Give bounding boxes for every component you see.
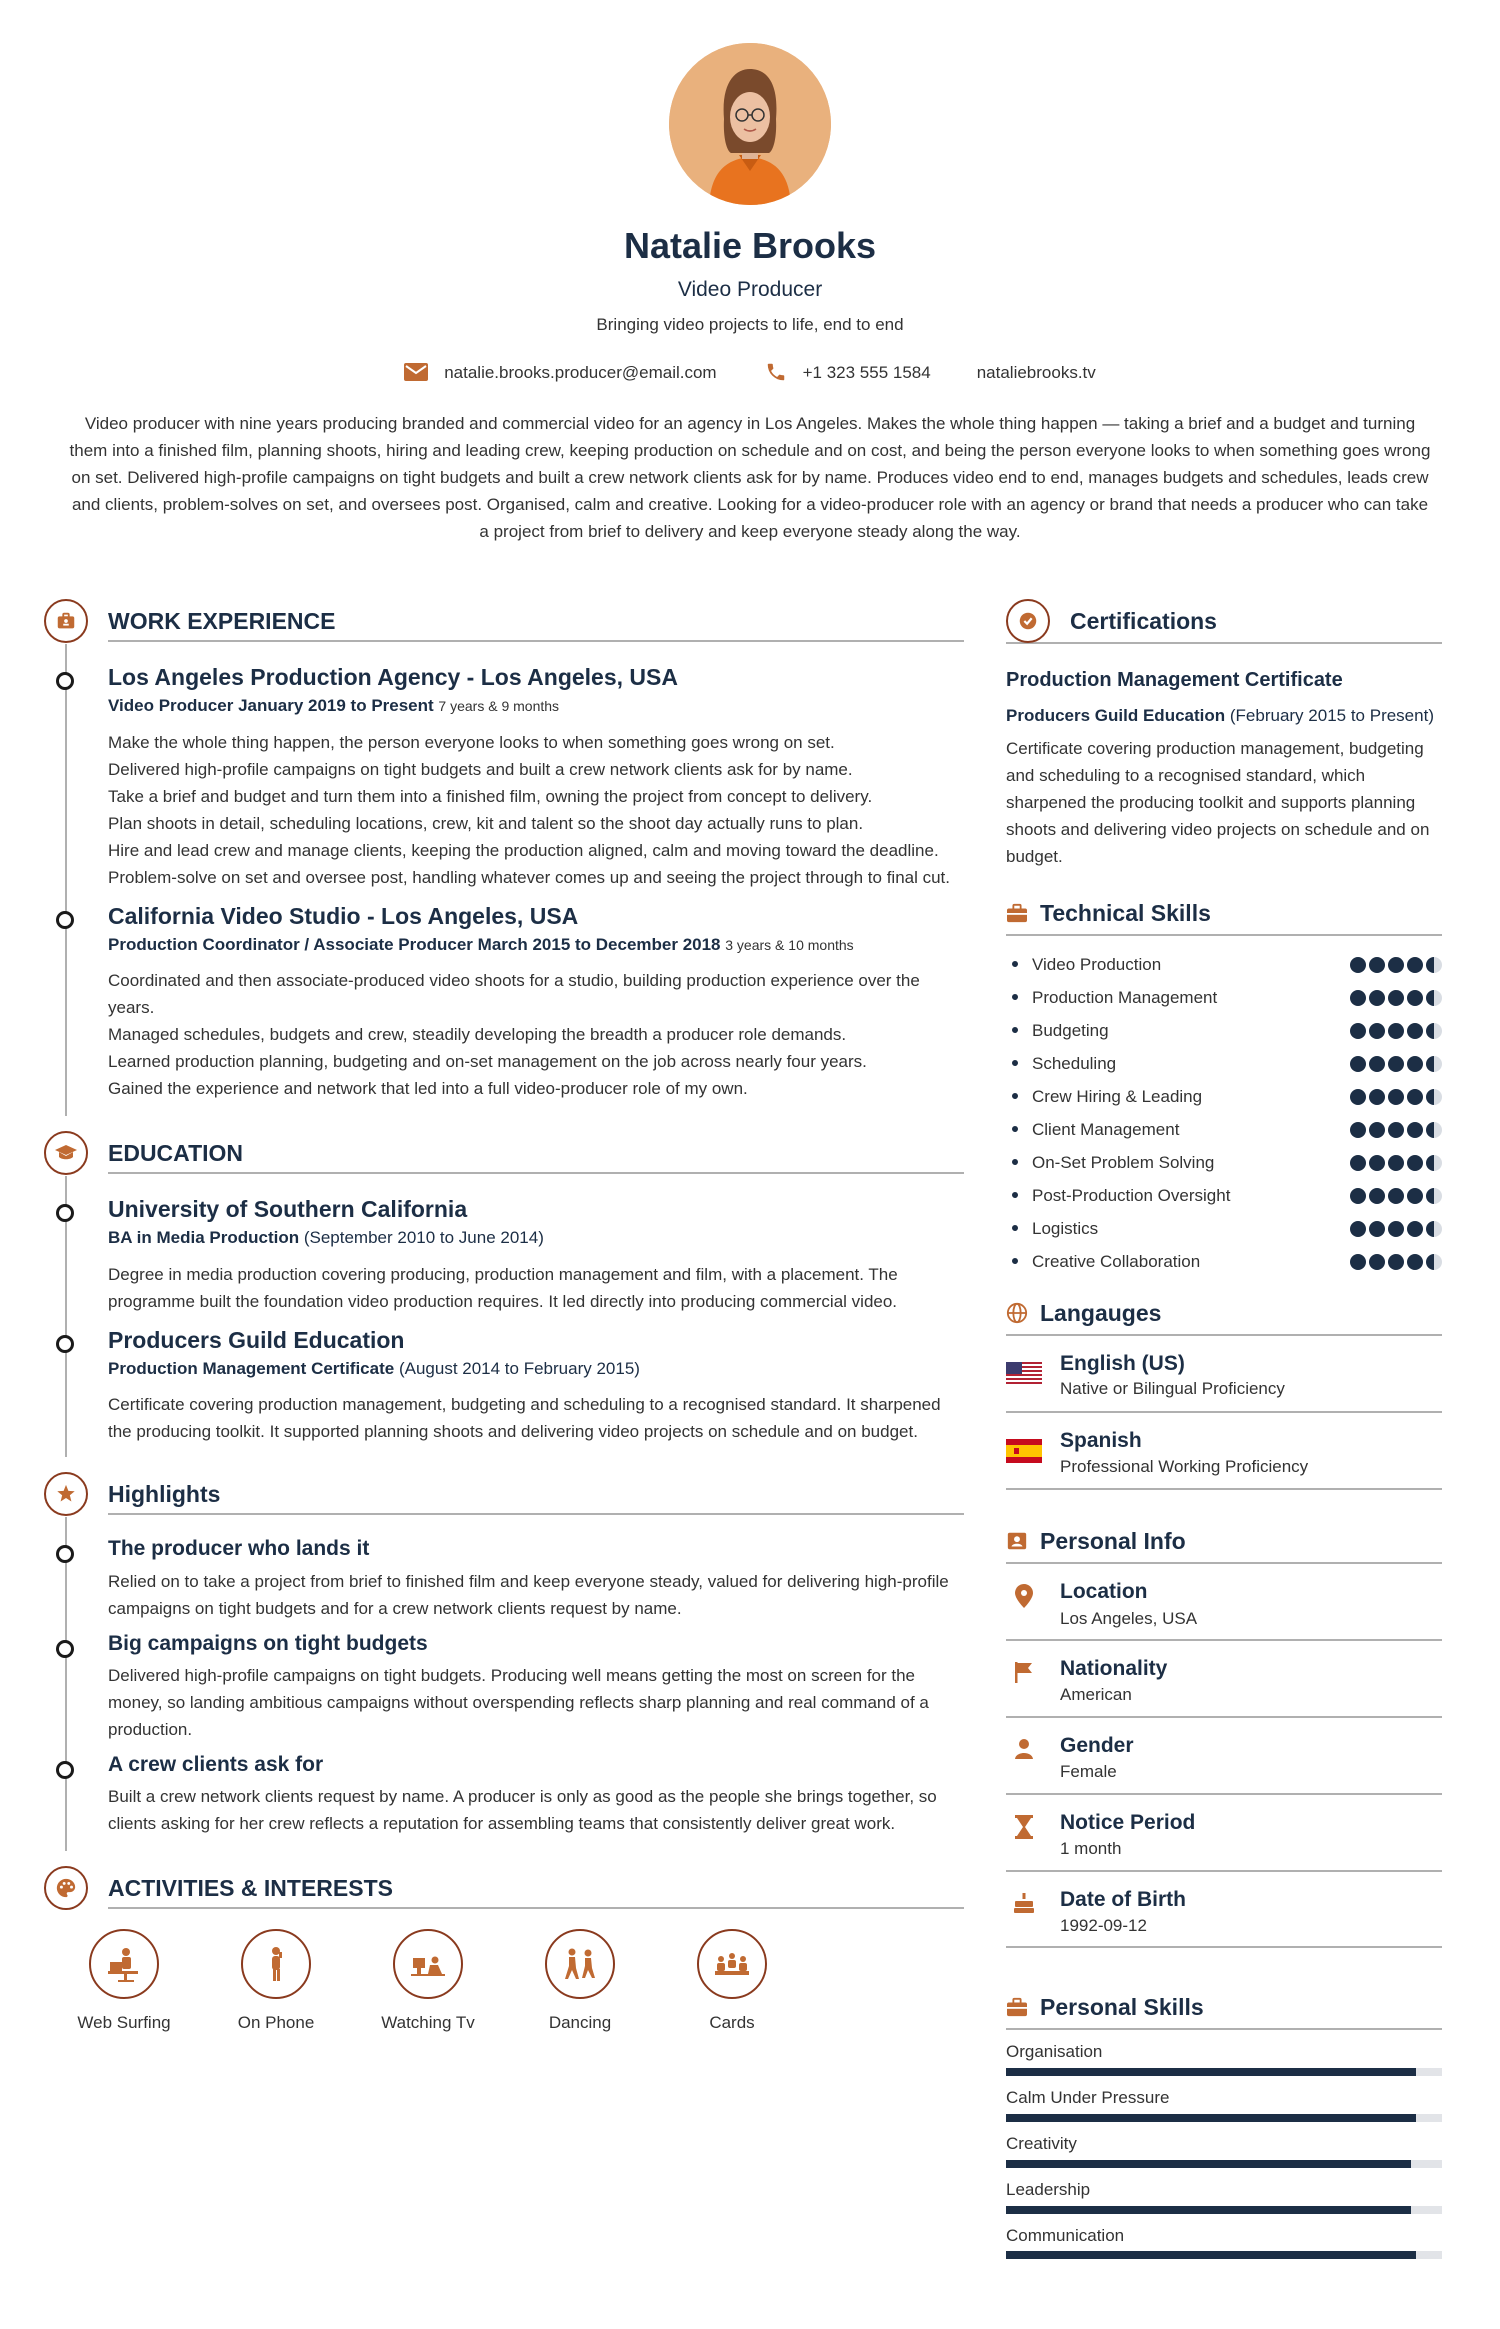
section-divider — [1006, 934, 1442, 936]
info-label: Date of Birth — [1060, 1887, 1186, 1911]
rating-dot — [1350, 990, 1366, 1006]
technical-skill-item — [1006, 1047, 1442, 1080]
rating-dot — [1388, 1056, 1404, 1072]
personal-info-item — [1006, 1718, 1442, 1795]
education-entry — [108, 1325, 964, 1446]
contact-website[interactable] — [977, 359, 1096, 386]
rating-dot — [1426, 1221, 1442, 1237]
rating-dot — [1407, 990, 1423, 1006]
skill-rating — [1350, 1023, 1442, 1039]
personal-skill-name: Organisation — [1006, 2042, 1103, 2062]
interest-item — [656, 1929, 808, 2036]
skill-level-bar — [1006, 2251, 1442, 2259]
toolbox-icon — [1006, 903, 1028, 923]
certifications-title: Certifications — [1070, 607, 1217, 634]
personal-skill-item — [1006, 2178, 1442, 2214]
cards-icon — [697, 1929, 767, 1999]
work-dates: March 2015 to December 2018 — [477, 934, 721, 954]
personal-info-item — [1006, 1564, 1442, 1641]
rating-dot — [1407, 1188, 1423, 1204]
skill-rating — [1350, 990, 1442, 1006]
rating-dot — [1407, 1122, 1423, 1138]
highlight-title: A crew clients ask for — [108, 1752, 324, 1776]
skill-level-fill — [1006, 2114, 1416, 2122]
sidebar-column — [1006, 598, 1442, 2259]
work-bullet: Delivered high-profile campaigns on tight budgets and built a crew network clients ask for by name. — [108, 759, 853, 779]
rating-dot — [1426, 1188, 1442, 1204]
rating-dot — [1426, 1056, 1442, 1072]
interest-item — [48, 1929, 200, 2036]
main-column — [44, 598, 964, 2036]
certificate-badge-icon — [1006, 599, 1050, 643]
education-meta — [108, 1356, 964, 1382]
work-duration: 3 years & 10 months — [725, 936, 854, 953]
rating-dot — [1369, 990, 1385, 1006]
section-divider — [108, 1513, 964, 1515]
language-name: English (US) — [1060, 1352, 1185, 1376]
skill-rating — [1350, 1254, 1442, 1270]
rating-dot — [1407, 1023, 1423, 1039]
timeline-dot — [56, 1335, 74, 1353]
rating-dot — [1388, 1188, 1404, 1204]
section-divider — [1006, 1562, 1442, 1564]
education-description: Certificate covering production management, budgeting and scheduling to a recognised standard. It sharpened the producing toolkit. It supported planning shoots and delivering video projects on schedule and on budget. — [108, 1395, 941, 1442]
web-surfing-icon — [89, 1929, 159, 1999]
work-duration: 7 years & 9 months — [438, 698, 560, 715]
section-divider — [108, 1172, 964, 1174]
section-divider — [1006, 2028, 1442, 2030]
rating-dot — [1369, 1089, 1385, 1105]
technical-skill-name: Video Production — [1012, 951, 1161, 978]
work-dates: January 2019 to Present — [238, 696, 434, 716]
work-role: Video Producer — [108, 696, 234, 716]
technical-skill-name: Production Management — [1012, 984, 1217, 1011]
highlights-section-header — [44, 1471, 964, 1517]
interest-item — [352, 1929, 504, 2036]
id-card-icon — [1006, 1530, 1028, 1552]
rating-dot — [1388, 1155, 1404, 1171]
work-meta — [108, 932, 964, 958]
education-dates: (September 2010 to June 2014) — [303, 1228, 544, 1248]
rating-dot — [1350, 1056, 1366, 1072]
cake-icon — [1013, 1892, 1035, 1914]
work-employer: California Video Studio - Los Angeles, USA — [108, 902, 579, 929]
website-text: nataliebrooks.tv — [976, 362, 1096, 382]
rating-dot — [1388, 990, 1404, 1006]
technical-skill-item — [1006, 1014, 1442, 1047]
rating-dot — [1388, 957, 1404, 973]
personal-skills-header — [1006, 1984, 1442, 2030]
tv-icon — [393, 1929, 463, 1999]
timeline-dot — [56, 911, 74, 929]
work-bullet: Problem-solve on set and oversee post, handling whatever comes up and seeing the project through to final cut. — [108, 867, 951, 887]
language-level: Professional Working Proficiency — [1060, 1456, 1309, 1476]
interest-label: Dancing — [548, 2013, 612, 2033]
toolbox-icon — [1006, 1997, 1028, 2017]
briefcase-badge-icon — [44, 599, 88, 643]
highlight-title: Big campaigns on tight budgets — [108, 1631, 428, 1655]
rating-dot — [1388, 1023, 1404, 1039]
technical-skills-header — [1006, 890, 1442, 936]
info-value: 1992-09-12 — [1060, 1915, 1147, 1935]
skill-level-fill — [1006, 2251, 1416, 2259]
technical-skill-name: On-Set Problem Solving — [1012, 1149, 1214, 1176]
interest-item — [504, 1929, 656, 2036]
work-bullet: Learned production planning, budgeting and on-set management on the job across nearly four years. — [108, 1052, 867, 1072]
skill-rating — [1350, 1056, 1442, 1072]
interest-label: Watching Tv — [381, 2013, 475, 2033]
rating-dot — [1350, 1089, 1366, 1105]
technical-skill-name: Logistics — [1012, 1215, 1098, 1242]
personal-skill-name: Creativity — [1006, 2133, 1077, 2153]
education-section-title: EDUCATION — [108, 1139, 244, 1166]
interests-section-header — [44, 1865, 964, 1911]
technical-skill-name: Creative Collaboration — [1012, 1248, 1200, 1275]
dancing-icon — [545, 1929, 615, 1999]
languages-header — [1006, 1290, 1442, 1336]
flag-icon — [1014, 1661, 1034, 1683]
email-icon — [404, 363, 428, 381]
technical-skills-list — [1006, 948, 1442, 1278]
personal-info-item — [1006, 1641, 1442, 1718]
education-degree: BA in Media Production — [108, 1228, 300, 1248]
personal-skills-title: Personal Skills — [1040, 1993, 1204, 2020]
info-value: Los Angeles, USA — [1060, 1608, 1198, 1628]
language-item — [1006, 1413, 1442, 1490]
rating-dot — [1369, 1056, 1385, 1072]
rating-dot — [1426, 1089, 1442, 1105]
palette-icon — [44, 1866, 88, 1910]
work-bullet: Managed schedules, budgets and crew, steadily developing the breadth a producer role demands. — [108, 1025, 847, 1045]
info-value: American — [1060, 1685, 1132, 1705]
technical-skill-item — [1006, 948, 1442, 981]
technical-skill-name: Client Management — [1012, 1116, 1179, 1143]
personal-skill-item — [1006, 2040, 1442, 2076]
rating-dot — [1350, 1221, 1366, 1237]
education-entry — [108, 1194, 964, 1315]
highlight-entry — [108, 1535, 964, 1621]
timeline-dot — [56, 1204, 74, 1222]
skill-rating — [1350, 1122, 1442, 1138]
interest-label: Cards — [709, 2013, 755, 2033]
timeline-dot — [56, 1545, 74, 1563]
education-dates: (August 2014 to February 2015) — [398, 1358, 640, 1378]
rating-dot — [1350, 957, 1366, 973]
profile-photo — [669, 43, 831, 205]
work-meta — [108, 693, 964, 719]
technical-skill-name: Scheduling — [1012, 1050, 1116, 1077]
rating-dot — [1350, 1155, 1366, 1171]
rating-dot — [1388, 1122, 1404, 1138]
rating-dot — [1350, 1023, 1366, 1039]
education-description: Degree in media production covering producing, production management and film, with a placement. The programme built the foundation video production requires. It led directly into producing commercial video. — [108, 1264, 898, 1311]
contact-row — [0, 359, 1500, 386]
certification-meta — [1006, 702, 1442, 729]
highlight-title: The producer who lands it — [108, 1537, 370, 1561]
rating-dot — [1369, 957, 1385, 973]
work-bullet: Gained the experience and network that led into a full video-producer role of my own. — [108, 1079, 748, 1099]
rating-dot — [1369, 1023, 1385, 1039]
technical-skill-item — [1006, 1245, 1442, 1278]
personal-skill-name: Calm Under Pressure — [1006, 2088, 1170, 2108]
work-bullet: Take a brief and budget and turn them into a finished film, owning the project from concept to delivery. — [108, 786, 873, 806]
technical-skill-item — [1006, 981, 1442, 1014]
technical-skill-item — [1006, 1080, 1442, 1113]
interest-label: On Phone — [237, 2013, 315, 2033]
rating-dot — [1407, 1089, 1423, 1105]
timeline-dot — [56, 1761, 74, 1779]
rating-dot — [1369, 1155, 1385, 1171]
interest-item — [200, 1929, 352, 2036]
skill-level-bar — [1006, 2206, 1442, 2214]
highlight-entry — [108, 1630, 964, 1743]
rating-dot — [1407, 1155, 1423, 1171]
personal-info-header — [1006, 1518, 1442, 1564]
rating-dot — [1407, 1056, 1423, 1072]
interests-list — [48, 1929, 964, 2036]
personal-skills-list — [1006, 2040, 1442, 2259]
skill-level-fill — [1006, 2160, 1411, 2168]
resume-header — [0, 0, 1500, 545]
info-value: Female — [1060, 1762, 1117, 1782]
work-bullet: Hire and lead crew and manage clients, keeping the production aligned, calm and moving toward the deadline. — [108, 840, 939, 860]
rating-dot — [1426, 957, 1442, 973]
certifications-header — [1006, 598, 1442, 644]
technical-skill-name: Crew Hiring & Leading — [1012, 1083, 1202, 1110]
education-timeline — [65, 1194, 964, 1457]
graduation-cap-icon — [44, 1131, 88, 1175]
skill-rating — [1350, 1188, 1442, 1204]
highlight-description: Delivered high-profile campaigns on tight budgets. Producing well means getting the most on screen for the money, so landing ambitious campaigns without overspending reflects sharp planning and real command of a production. — [108, 1665, 929, 1739]
timeline-dot — [56, 672, 74, 690]
globe-icon — [1006, 1302, 1028, 1324]
rating-dot — [1407, 1254, 1423, 1270]
star-badge-icon — [44, 1472, 88, 1516]
skill-level-fill — [1006, 2206, 1411, 2214]
rating-dot — [1369, 1254, 1385, 1270]
rating-dot — [1426, 1023, 1442, 1039]
rating-dot — [1426, 1254, 1442, 1270]
location-pin-icon — [1015, 1584, 1033, 1608]
technical-skill-item — [1006, 1179, 1442, 1212]
section-divider — [1006, 1334, 1442, 1336]
technical-skill-name: Budgeting — [1012, 1017, 1109, 1044]
phone-text: +1 323 555 1584 — [802, 362, 931, 382]
skill-level-bar — [1006, 2068, 1442, 2076]
highlight-description: Relied on to take a project from brief to finished film and keep everyone steady, valued for delivering high-profile campaigns on tight budgets and for a crew network clients request by name. — [108, 1571, 949, 1618]
skill-rating — [1350, 1155, 1442, 1171]
certification-description: Certificate covering production management, budgeting and scheduling to a recognised standard, which sharpened the producing toolkit and supports planning shoots and delivering video projects on schedule and on budget. — [1006, 739, 1430, 867]
language-level: Native or Bilingual Proficiency — [1060, 1379, 1285, 1399]
rating-dot — [1407, 1221, 1423, 1237]
highlight-description: Built a crew network clients request by name. A producer is only as good as the people she brings together, so clients asking for her crew reflects a reputation for assembling teams that consistently deliver great work. — [108, 1787, 937, 1834]
rating-dot — [1388, 1254, 1404, 1270]
us-flag-icon — [1006, 1362, 1042, 1386]
section-divider — [108, 640, 964, 642]
education-meta — [108, 1225, 964, 1251]
certification-name: Production Management Certificate — [1006, 669, 1343, 691]
rating-dot — [1388, 1221, 1404, 1237]
timeline-dot — [56, 1640, 74, 1658]
language-item — [1006, 1336, 1442, 1413]
rating-dot — [1369, 1122, 1385, 1138]
contact-phone[interactable] — [765, 359, 931, 386]
education-degree: Production Management Certificate — [108, 1358, 395, 1378]
technical-skill-name: Post-Production Oversight — [1012, 1182, 1230, 1209]
work-bullet: Plan shoots in detail, scheduling locations, crew, kit and talent so the shoot day actually runs to plan. — [108, 813, 864, 833]
technical-skills-title: Technical Skills — [1040, 899, 1211, 926]
personal-info-item — [1006, 1795, 1442, 1872]
languages-title: Langauges — [1040, 1299, 1162, 1326]
work-employer: Los Angeles Production Agency - Los Angeles, USA — [108, 664, 678, 690]
rating-dot — [1369, 1221, 1385, 1237]
certification-issuer: Producers Guild Education — [1006, 706, 1226, 725]
rating-dot — [1350, 1188, 1366, 1204]
rating-dot — [1350, 1254, 1366, 1270]
education-school: University of Southern California — [108, 1196, 468, 1223]
skill-level-bar — [1006, 2114, 1442, 2122]
info-label: Gender — [1060, 1733, 1134, 1757]
work-section-header — [44, 598, 964, 644]
language-name: Spanish — [1060, 1429, 1142, 1453]
work-bullet: Coordinated and then associate-produced video shoots for a studio, building production experience over the years. — [108, 971, 920, 1018]
phone-call-icon — [241, 1929, 311, 1999]
rating-dot — [1369, 1188, 1385, 1204]
personal-skill-item — [1006, 2224, 1442, 2260]
skill-rating — [1350, 957, 1442, 973]
personal-skill-name: Leadership — [1006, 2179, 1091, 2199]
person-icon — [1014, 1738, 1034, 1760]
info-value: 1 month — [1060, 1839, 1122, 1859]
technical-skill-item — [1006, 1113, 1442, 1146]
hourglass-icon — [1015, 1815, 1033, 1839]
work-role: Production Coordinator / Associate Producer — [108, 934, 473, 954]
rating-dot — [1350, 1122, 1366, 1138]
skill-level-bar — [1006, 2160, 1442, 2168]
work-bullet: Make the whole thing happen, the person everyone looks to when something goes wrong on set. — [108, 732, 835, 752]
work-entry — [108, 662, 964, 891]
skill-rating — [1350, 1089, 1442, 1105]
personal-info-item — [1006, 1872, 1442, 1949]
profile-summary: Video producer with nine years producing branded and commercial video for an agency in Los Angeles. Makes the whole thing happen — taking a brief and a budget and turning them into a finished film, planning shoots, hiring and leading crew, keeping production on schedule and on cost, and being the person everyone looks to when something goes wrong on set. Delivered high-profile campaigns on tight budgets and built a crew network clients ask for by name. Produces video end to end, manages budgets and schedules, leads crew and clients, problem-solves on set, and oversees post. Organised, calm and creative. Looking for a video-producer role with an agency or brand that needs a producer who can take a project from brief to delivery and keep everyone steady along the way. — [69, 414, 1431, 542]
rating-dot — [1407, 957, 1423, 973]
phone-icon — [765, 361, 787, 383]
spain-flag-icon — [1006, 1439, 1042, 1463]
certification-dates: (February 2015 to Present) — [1229, 706, 1434, 725]
skill-level-fill — [1006, 2068, 1416, 2076]
candidate-name: Natalie Brooks — [623, 225, 877, 266]
personal-skill-item — [1006, 2132, 1442, 2168]
rating-dot — [1426, 990, 1442, 1006]
candidate-tagline: Bringing video projects to life, end to end — [596, 315, 904, 335]
section-divider — [108, 1907, 964, 1909]
work-section-title: WORK EXPERIENCE — [108, 607, 336, 634]
personal-info-title: Personal Info — [1040, 1527, 1186, 1554]
skill-rating — [1350, 1221, 1442, 1237]
work-description — [108, 729, 964, 891]
email-text: natalie.brooks.producer@email.com — [444, 362, 717, 382]
education-section-header — [44, 1130, 964, 1176]
personal-skill-item — [1006, 2086, 1442, 2122]
personal-skill-name: Communication — [1006, 2225, 1125, 2245]
technical-skill-item — [1006, 1212, 1442, 1245]
info-label: Nationality — [1060, 1657, 1168, 1681]
highlight-entry — [108, 1751, 964, 1837]
highlights-section-title: Highlights — [108, 1480, 221, 1507]
highlights-timeline — [65, 1535, 964, 1851]
interest-label: Web Surfing — [77, 2013, 171, 2033]
contact-email[interactable] — [404, 359, 716, 386]
info-label: Location — [1060, 1580, 1148, 1604]
work-entry — [108, 901, 964, 1103]
candidate-role: Video Producer — [677, 277, 823, 301]
rating-dot — [1426, 1122, 1442, 1138]
work-timeline — [65, 662, 964, 1116]
interests-section-title: ACTIVITIES & INTERESTS — [108, 1874, 393, 1901]
technical-skill-item — [1006, 1146, 1442, 1179]
section-divider — [1006, 642, 1442, 644]
rating-dot — [1388, 1089, 1404, 1105]
work-description — [108, 967, 964, 1102]
rating-dot — [1426, 1155, 1442, 1171]
info-label: Notice Period — [1060, 1810, 1196, 1834]
education-school: Producers Guild Education — [108, 1326, 405, 1353]
